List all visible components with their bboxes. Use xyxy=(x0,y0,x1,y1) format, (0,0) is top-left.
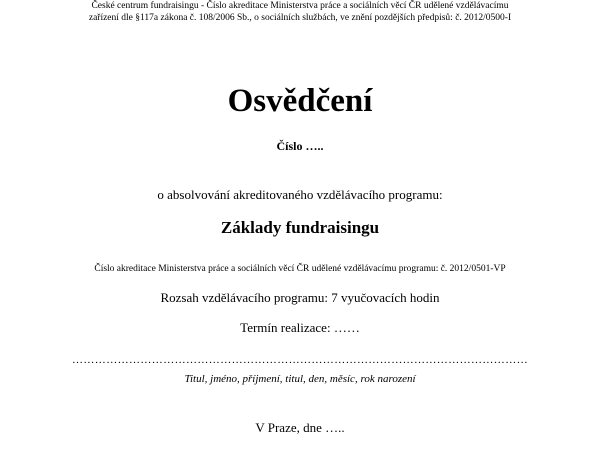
program-intro: o absolvování akreditovaného vzdělávacího programu: xyxy=(157,187,443,202)
document-header xyxy=(30,0,570,24)
program-name: Základy fundraisingu xyxy=(220,218,380,237)
person-details-label: Titul, jméno, příjmení, titul, den, měsíc, rok narození xyxy=(184,373,416,385)
realization-term: Termín realizace: …… xyxy=(240,320,360,335)
program-accreditation: Číslo akreditace Ministerstva práce a sociálních věcí ČR udělené vzdělávacímu programu: č. 2012/0501-VP xyxy=(94,264,506,274)
header-line-1: České centrum fundraisingu - Číslo akreditace Ministerstva práce a sociálních věcí ČR udělené vzdělávacímu xyxy=(91,1,509,11)
certificate-title: Osvědčení xyxy=(227,83,373,119)
certificate-number: Číslo ….. xyxy=(276,139,324,153)
place-and-date: V Praze, dne ….. xyxy=(255,420,345,435)
person-details-line: ………………………………………………………………………………………………………… xyxy=(72,354,528,366)
program-scope: Rozsah vzdělávacího programu: 7 vyučovacích hodin xyxy=(160,290,440,305)
header-line-2: zařízení dle §117a zákona č. 108/2006 Sb., o sociálních službách, ve znění pozdějších předpisů: č. 2012/0500-I xyxy=(88,13,512,23)
